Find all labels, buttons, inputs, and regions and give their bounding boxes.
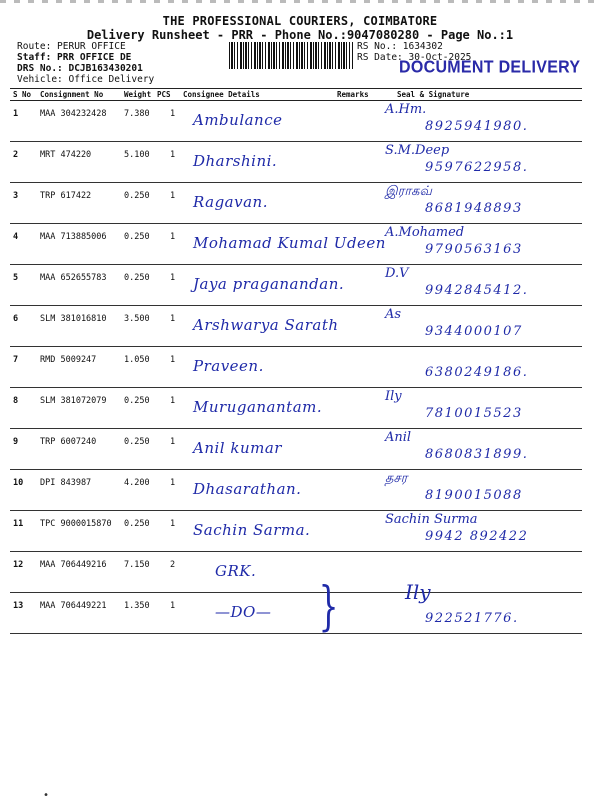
row-phone: 9790563163: [425, 242, 523, 257]
route-line: Route: PERUR OFFICE: [17, 41, 126, 52]
row-sno: 5: [13, 273, 19, 283]
row-consignment-no: TPC 9000015870: [40, 519, 112, 529]
row-consignee-name: Sachin Sarma.: [193, 521, 311, 539]
table-row: [10, 429, 582, 470]
row-consignment-no: MAA 652655783: [40, 273, 107, 283]
row-consignee-name: Arshwarya Sarath: [193, 316, 339, 334]
row-consignee-name: Praveen.: [193, 357, 264, 375]
table-row: [10, 101, 582, 142]
row-phone: 8190015088: [425, 488, 523, 503]
table-row: [10, 142, 582, 183]
row-sno: 8: [13, 396, 19, 406]
row-pcs: 1: [170, 396, 176, 406]
drs-line: DRS No.: DCJB163430201: [17, 63, 143, 74]
row-sno: 7: [13, 355, 19, 365]
row-consignee-name: Dhasarathan.: [193, 480, 302, 498]
table-row: [10, 552, 582, 593]
document-subtitle: Delivery Runsheet - PRR - Phone No.:9047080280 - Page No.:1: [86, 28, 514, 42]
row-consignment-no: SLM 381016810: [40, 314, 107, 324]
row-phone: 8925941980.: [425, 119, 529, 134]
row-consignee-name: Ambulance: [193, 111, 283, 129]
row-weight: 1.350: [124, 601, 150, 611]
table-row: [10, 224, 582, 265]
row-weight: 7.380: [124, 109, 150, 119]
row-consignee-name: GRK.: [215, 562, 257, 580]
row-sno: 2: [13, 150, 19, 160]
col-sno: S No: [13, 90, 32, 99]
row-pcs: 1: [170, 437, 176, 447]
row-pcs: 1: [170, 478, 176, 488]
row-consignee-name: Dharshini.: [193, 152, 278, 170]
runsheet-meta-left: [17, 41, 154, 85]
row-sno: 9: [13, 437, 19, 447]
table-row: [10, 347, 582, 388]
row-sno: 10: [13, 478, 24, 488]
document-delivery-stamp: DOCUMENT DELIVERY: [399, 58, 581, 77]
rs-no-line: RS No.: 1634302: [357, 41, 443, 52]
row-weight: 1.050: [124, 355, 150, 365]
row-weight: 7.150: [124, 560, 150, 570]
row-signature: இராகவ்: [385, 184, 432, 199]
row-phone: 9942 892422: [425, 529, 529, 544]
row-sno: 3: [13, 191, 19, 201]
row-weight: 5.100: [124, 150, 150, 160]
row-weight: 4.200: [124, 478, 150, 488]
col-pcs: PCS: [157, 90, 171, 99]
row-consignment-no: MAA 713885006: [40, 232, 107, 242]
col-remarks: Remarks: [337, 90, 369, 99]
row-consignment-no: TRP 617422: [40, 191, 92, 201]
bottom-mark: •: [43, 790, 50, 801]
row-phone: 6380249186.: [425, 365, 529, 380]
row-sno: 11: [13, 519, 24, 529]
row-sno: 6: [13, 314, 19, 324]
row-consignee-name: Muruganantam.: [193, 398, 323, 416]
row-phone: 8681948893: [425, 201, 523, 216]
row-signature: தசர: [385, 471, 408, 486]
table-row: [10, 511, 582, 552]
table-row: [10, 183, 582, 224]
row-signature: S.M.Deep: [385, 143, 450, 158]
row-sno: 13: [13, 601, 24, 611]
row-signature: Ily: [385, 389, 402, 404]
row-pcs: 2: [170, 560, 176, 570]
col-seal: Seal & Signature: [397, 90, 470, 99]
shared-signature: Ily: [405, 580, 431, 604]
row-signature: As: [385, 307, 402, 322]
row-phone: 8680831899.: [425, 447, 529, 462]
page-top-edge: [0, 0, 600, 3]
row-consignment-no: MAA 706449221: [40, 601, 107, 611]
row-signature: Sachin Surma: [385, 512, 478, 527]
row-consignment-no: DPI 843987: [40, 478, 92, 488]
row-signature: D.V: [385, 266, 409, 281]
row-consignment-no: MAA 706449216: [40, 560, 107, 570]
row-pcs: 1: [170, 109, 176, 119]
row-signature: A.Hm.: [385, 102, 427, 117]
table-row: [10, 388, 582, 429]
document-title: THE PROFESSIONAL COURIERS, COIMBATORE: [162, 14, 438, 28]
table-row: [10, 265, 582, 306]
row-phone: 9597622958.: [425, 160, 529, 175]
row-consignment-no: TRP 6007240: [40, 437, 97, 447]
rs-date-line: RS Date: 30-Oct-2025: [357, 52, 472, 63]
row-consignee-name: Ragavan.: [193, 193, 268, 211]
row-consignment-no: MRT 474220: [40, 150, 92, 160]
row-signature: A.Mohamed: [385, 225, 465, 240]
row-weight: 0.250: [124, 437, 150, 447]
row-consignee-name: Anil kumar: [193, 439, 282, 457]
row-pcs: 1: [170, 355, 176, 365]
row-pcs: 1: [170, 232, 176, 242]
row-phone: 922521776.: [425, 611, 519, 626]
vehicle-line: Vehicle: Office Delivery: [17, 74, 155, 85]
staff-line: Staff: PRR OFFICE DE: [17, 52, 132, 63]
row-sno: 12: [13, 560, 24, 570]
row-phone: 9344000107: [425, 324, 523, 339]
row-pcs: 1: [170, 601, 176, 611]
row-phone: 7810015523: [425, 406, 523, 421]
header-top-rule: [10, 88, 582, 89]
row-consignee-name: —DO—: [215, 603, 272, 621]
row-weight: 0.250: [124, 519, 150, 529]
row-consignee-name: Jaya praganandan.: [193, 275, 345, 293]
row-pcs: 1: [170, 519, 176, 529]
row-consignment-no: MAA 304232428: [40, 109, 107, 119]
table-row: [10, 593, 582, 634]
row-consignment-no: SLM 381072079: [40, 396, 107, 406]
row-weight: 0.250: [124, 191, 150, 201]
col-weight: Weight: [124, 90, 152, 99]
table-row: [10, 306, 582, 347]
row-weight: 3.500: [124, 314, 150, 324]
row-sno: 4: [13, 232, 19, 242]
col-consignment: Consignment No: [40, 90, 104, 99]
table-row: [10, 470, 582, 511]
row-pcs: 1: [170, 191, 176, 201]
row-consignee-name: Mohamad Kumal Udeen: [193, 234, 386, 252]
row-pcs: 1: [170, 150, 176, 160]
row-weight: 0.250: [124, 232, 150, 242]
row-weight: 0.250: [124, 396, 150, 406]
group-brace: }: [318, 577, 339, 637]
col-consignee: Consignee Details: [183, 90, 260, 99]
row-pcs: 1: [170, 273, 176, 283]
row-phone: 9942845412.: [425, 283, 529, 298]
barcode: [229, 42, 353, 69]
row-pcs: 1: [170, 314, 176, 324]
row-sno: 1: [13, 109, 19, 119]
row-signature: Anil: [385, 430, 412, 445]
row-consignment-no: RMD 5009247: [40, 355, 97, 365]
row-weight: 0.250: [124, 273, 150, 283]
